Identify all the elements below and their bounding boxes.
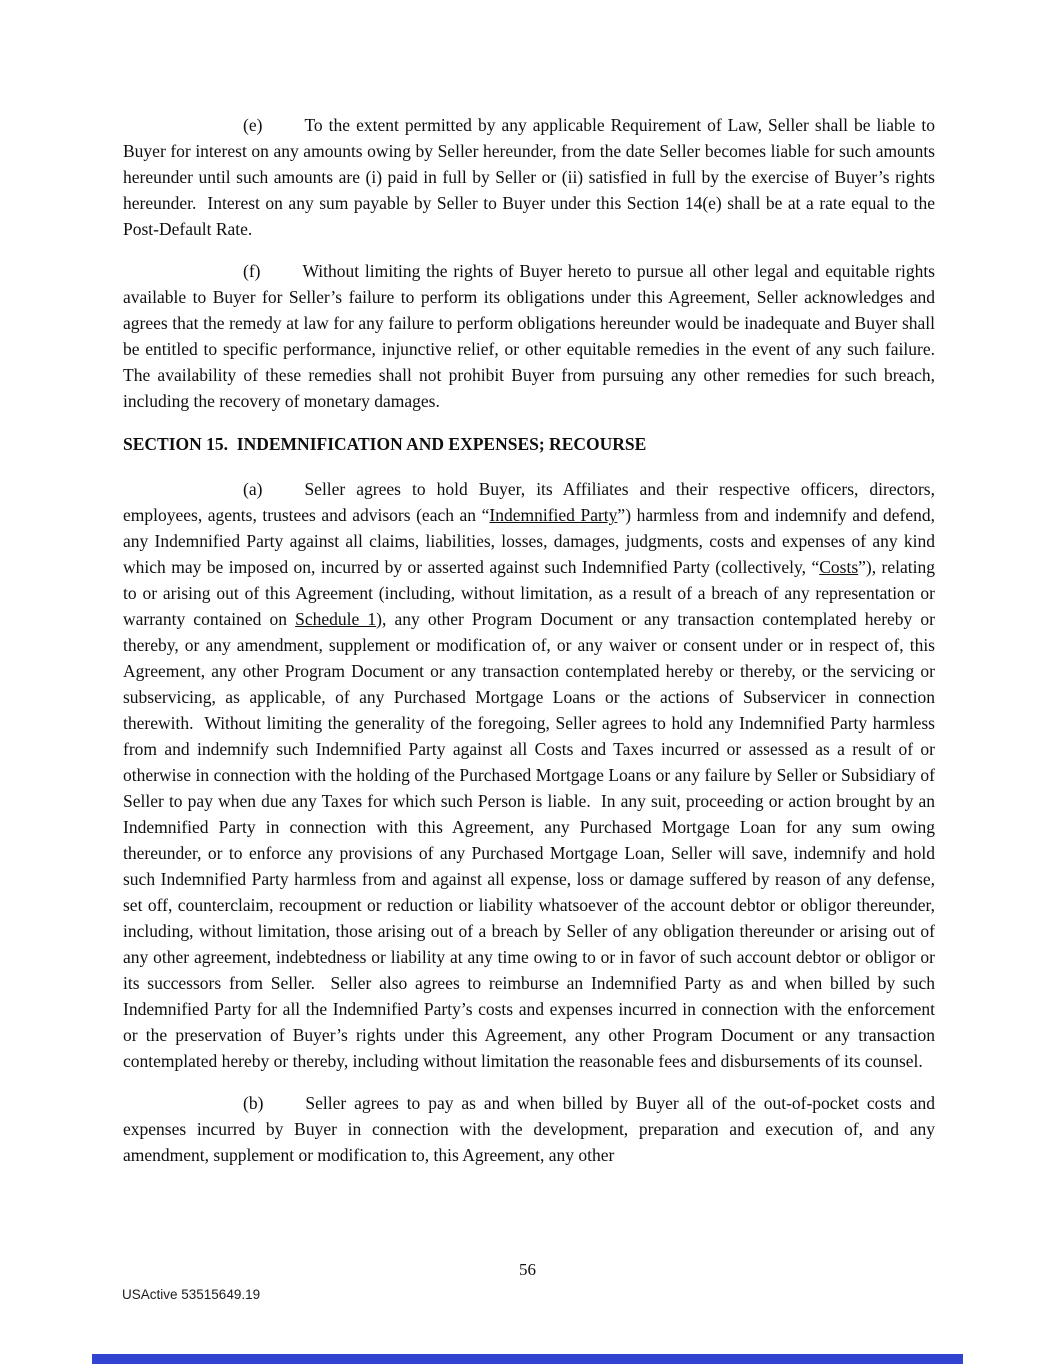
paragraph-text: To the extent permitted by any applicable Requirement of Law, Seller shall be liable to Buyer for interest on any amounts owing by Seller hereunder, from the date Seller becomes liable for such amounts hereunder until such amounts are (i) paid in full by Seller or (ii) satisfied in full by the exercise of Buyer’s rights hereunder. Interest on any sum payable by Seller to Buyer under this Section 14(e) shall be at a rate equal to the Post-Default Rate. bbox=[123, 115, 940, 239]
paragraph-text: Without limiting the rights of Buyer hereto to pursue all other legal and equitable rights available to Buyer for Seller’s failure to perform its obligations under this Agreement, Seller acknowledges and agrees that the remedy at law for any failure to perform obligations hereunder would be inadequate and Buyer shall be entitled to specific performance, injunctive relief, or other equitable remedies in the event of any such failure. The availability of these remedies shall not prohibit Buyer from pursuing any other remedies for such breach, including the recovery of monetary damages. bbox=[123, 261, 940, 411]
defined-term: Schedule 1 bbox=[295, 609, 377, 629]
paragraph-f bbox=[123, 258, 940, 414]
paragraph-label: (b) bbox=[243, 1093, 264, 1113]
paragraph-text: ”) harmless from and indemnify and defend, any Indemnified Party against all claims, liabilities, losses, damages, judgments, costs and expenses of any kind which may be imposed on, incurred by or asserted against such Indemnified Party (collectively, “ bbox=[123, 505, 940, 577]
page-number: 56 bbox=[519, 1260, 536, 1279]
paragraph-label: (e) bbox=[243, 115, 263, 135]
paragraph-text: Seller agrees to hold Buyer, its Affiliates and their respective officers, directors, employees, agents, trustees and advisors (each an “ bbox=[123, 479, 940, 525]
document-body bbox=[123, 112, 940, 1184]
paragraph-text: Seller agrees to pay as and when billed by Buyer all of the out-of-pocket costs and expenses incurred by Buyer in connection with the development, preparation and execution of, and any amendment, supplement or modification to, this Agreement, any other bbox=[123, 1093, 940, 1165]
paragraph-e bbox=[123, 112, 940, 242]
paragraph-text: ), any other Program Document or any transaction contemplated hereby or thereby, or any amendment, supplement or modification of, or any waiver or consent under or in respect of, this Agreement, any other Program Document or any transaction contemplated hereby or thereby, or the servicing or subservicing, as applicable, of any Purchased Mortgage Loans or the actions of Subservicer in connection therewith. Without limiting the generality of the foregoing, Seller agrees to hold any Indemnified Party harmless from and indemnify such Indemnified Party against all Costs and Taxes incurred or assessed as a result of or otherwise in connection with the holding of the Purchased Mortgage Loans or any failure by Seller or Subsidiary of Seller to pay when due any Taxes for which such Person is liable. In any suit, proceeding or action brought by an Indemnified Party in connection with this Agreement, any Purchased Mortgage Loan for any sum owing thereunder, or to enforce any provisions of any Purchased Mortgage Loan, Seller will save, indemnify and hold such Indemnified Party harmless from and against all expense, loss or damage suffered by reason of any defense, set off, counterclaim, recoupment or reduction or liability whatsoever of the account debtor or obligor thereunder, including, without limitation, those arising out of a breach by Seller of any obligation thereunder or arising out of any other agreement, indebtedness or liability at any time owing to or in favor of such account debtor or obligor or its successors from Seller. Seller also agrees to reimburse an Indemnified Party as and when billed by such Indemnified Party for all the Indemnified Party’s costs and expenses incurred in connection with the enforcement or the preservation of Buyer’s rights under this Agreement, any other Program Document or any transaction contemplated hereby or thereby, including without limitation the reasonable fees and disbursements of its counsel. bbox=[123, 609, 940, 1071]
section-heading: SECTION 15. INDEMNIFICATION AND EXPENSES; RECOURSE bbox=[123, 434, 647, 454]
defined-term: Costs bbox=[819, 557, 859, 577]
document-id: USActive 53515649.19 bbox=[122, 1287, 261, 1302]
paragraph-b bbox=[123, 1090, 940, 1168]
paragraph-a bbox=[123, 476, 940, 1074]
paragraph-text: ”), relating to or arising out of this Agreement (including, without limitation, as a result of a breach of any representation or warranty contained on bbox=[123, 557, 940, 629]
paragraph-label: (f) bbox=[243, 261, 261, 281]
paragraph-label: (a) bbox=[243, 479, 263, 499]
bottom-accent-bar bbox=[92, 1354, 963, 1364]
defined-term: Indemnified Party bbox=[489, 505, 618, 525]
